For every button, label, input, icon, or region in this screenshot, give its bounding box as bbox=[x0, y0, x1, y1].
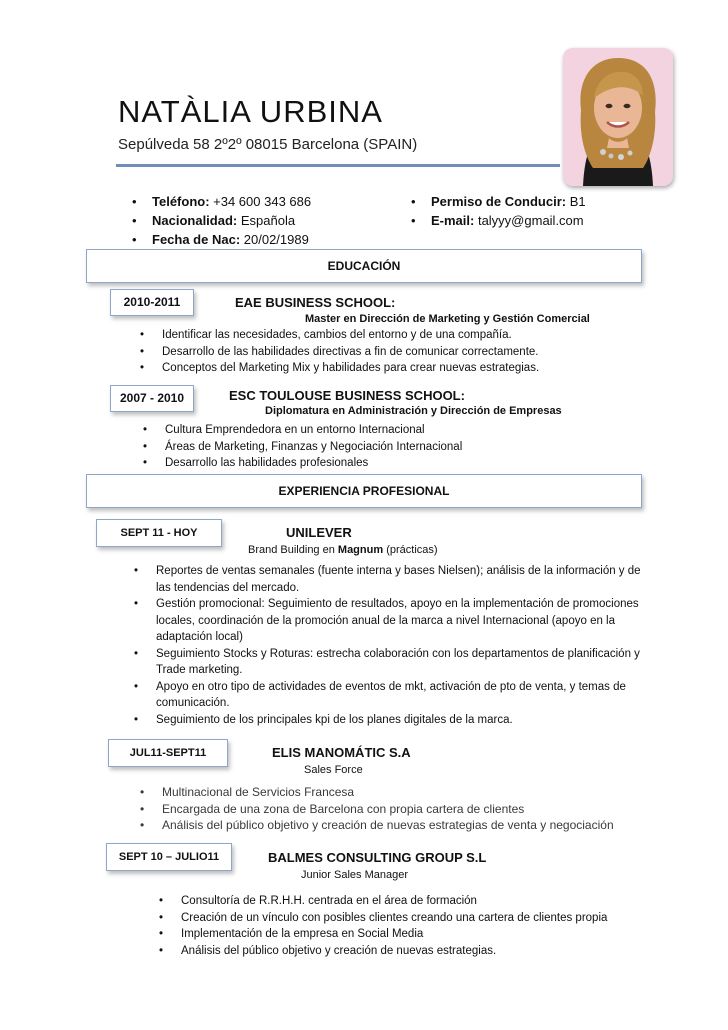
list-item: • Identificar las necesidades, cambios del entorno y de una compañía. bbox=[138, 327, 638, 344]
experience-company-3: BALMES CONSULTING GROUP S.L bbox=[268, 850, 487, 865]
list-item: • Creación de un vínculo con posibles clientes creando una cartera de clientes propia bbox=[157, 910, 657, 927]
experience-date-2: JUL11-SEPT11 bbox=[108, 739, 228, 767]
education-date-2: 2007 - 2010 bbox=[110, 385, 194, 412]
education-degree-2: Diplomatura en Administración y Dirección de Empresas bbox=[265, 405, 562, 417]
info-birthdate: • Fecha de Nac: 20/02/1989 bbox=[130, 230, 311, 249]
experience-company-2: ELIS MANOMÁTIC S.A bbox=[272, 745, 411, 760]
candidate-name: NATÀLIA URBINA bbox=[118, 94, 383, 129]
list-item: • Cultura Emprendedora en un entorno Internacional bbox=[141, 422, 641, 439]
list-item: • Seguimiento de los principales kpi de los planes digitales de la marca. bbox=[132, 712, 648, 729]
list-item: • Áreas de Marketing, Finanzas y Negociación Internacional bbox=[141, 439, 641, 456]
info-license: • Permiso de Conducir: B1 bbox=[409, 192, 586, 211]
list-item: • Consultoría de R.R.H.H. centrada en el área de formación bbox=[157, 893, 657, 910]
header-divider bbox=[116, 164, 560, 167]
experience-bullets-2 bbox=[138, 784, 638, 834]
experience-bullets-1 bbox=[132, 563, 648, 728]
list-item: • Implementación de la empresa en Social Media bbox=[157, 926, 657, 943]
experience-role-1: Brand Building en Magnum (prácticas) bbox=[248, 544, 438, 556]
info-phone: • Teléfono: +34 600 343 686 bbox=[130, 192, 311, 211]
section-education-heading: EDUCACIÓN bbox=[86, 249, 642, 283]
list-item: • Análisis del público objetivo y creación de nuevas estrategias de venta y negociación bbox=[138, 817, 638, 834]
education-bullets-2 bbox=[141, 422, 641, 472]
list-item: • Gestión promocional: Seguimiento de resultados, apoyo en la implementación de promociones locales, coordinación de la promoción anual de la marca a nivel Internacional (apoyo en la adaptación local) bbox=[132, 596, 648, 646]
personal-info-right bbox=[409, 192, 586, 230]
info-nationality: • Nacionalidad: Española bbox=[130, 211, 311, 230]
experience-bullets-3 bbox=[157, 893, 657, 959]
education-bullets-1 bbox=[138, 327, 638, 377]
info-email: • E-mail: talyyy@gmail.com bbox=[409, 211, 586, 230]
list-item: • Desarrollo las habilidades profesionales bbox=[141, 455, 641, 472]
experience-date-3: SEPT 10 – JULIO11 bbox=[106, 843, 232, 871]
education-date-1: 2010-2011 bbox=[110, 289, 194, 316]
list-item: • Apoyo en otro tipo de actividades de eventos de mkt, activación de pto de venta, y temas de comunicación. bbox=[132, 679, 648, 712]
profile-photo bbox=[563, 48, 673, 186]
education-school-1: EAE BUSINESS SCHOOL: bbox=[235, 295, 396, 310]
list-item: • Encargada de una zona de Barcelona con propia cartera de clientes bbox=[138, 801, 638, 818]
education-school-2: ESC TOULOUSE BUSINESS SCHOOL: bbox=[229, 388, 465, 403]
list-item: • Análisis del público objetivo y creación de nuevas estrategias. bbox=[157, 943, 657, 960]
list-item: • Conceptos del Marketing Mix y habilidades para crear nuevas estrategias. bbox=[138, 360, 638, 377]
candidate-address: Sepúlveda 58 2º2º 08015 Barcelona (SPAIN) bbox=[118, 136, 418, 153]
list-item: • Reportes de ventas semanales (fuente interna y bases Nielsen); análisis de la información y de las tendencias del mercado. bbox=[132, 563, 648, 596]
list-item: • Multinacional de Servicios Francesa bbox=[138, 784, 638, 801]
experience-date-1: SEPT 11 - HOY bbox=[96, 519, 222, 547]
list-item: • Desarrollo de las habilidades directivas a fin de comunicar correctamente. bbox=[138, 344, 638, 361]
section-experience-heading: EXPERIENCIA PROFESIONAL bbox=[86, 474, 642, 508]
list-item: • Seguimiento Stocks y Roturas: estrecha colaboración con los departamentos de planificación y Trade marketing. bbox=[132, 646, 648, 679]
experience-role-2: Sales Force bbox=[304, 764, 363, 776]
experience-company-1: UNILEVER bbox=[286, 525, 352, 540]
personal-info-left bbox=[130, 192, 311, 249]
education-degree-1: Master en Dirección de Marketing y Gestión Comercial bbox=[305, 313, 590, 325]
experience-role-3: Junior Sales Manager bbox=[301, 869, 409, 881]
